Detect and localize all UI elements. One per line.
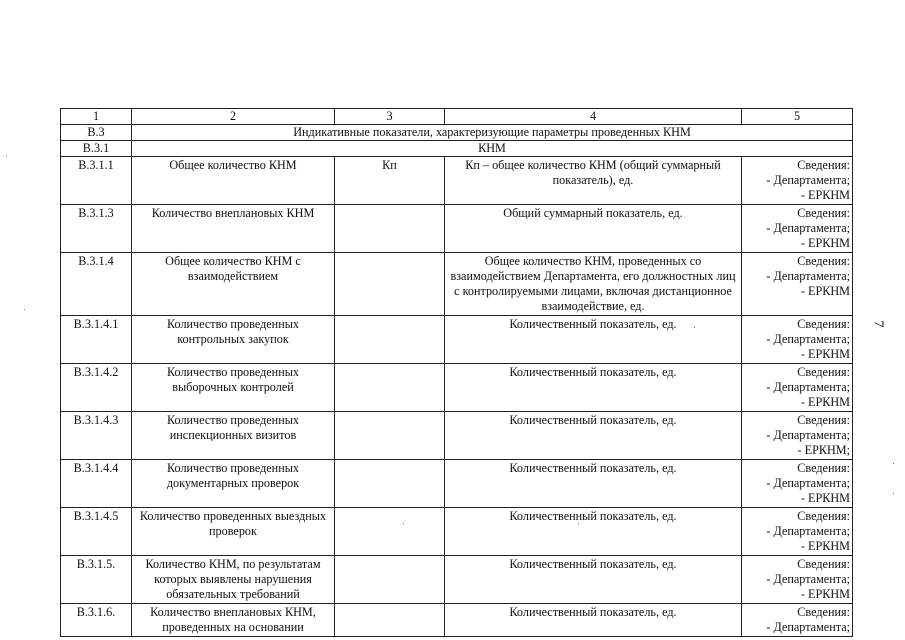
table-row: [61, 253, 853, 316]
indicator-source: Сведения: - Департамента; - ЕРКНМ: [742, 364, 853, 412]
indicator-symbol: [335, 316, 445, 364]
indicator-source: Сведения: - Департамента; - ЕРКНМ: [742, 508, 853, 556]
indicator-source: Сведения: - Департамента; - ЕРКНМ: [742, 460, 853, 508]
column-number-cell: 5: [742, 109, 853, 125]
indicator-code: В.3.1.4.2: [61, 364, 132, 412]
subsection-code: В.3.1: [61, 141, 132, 157]
indicator-description: Общий суммарный показатель, ед.: [445, 205, 742, 253]
indicator-code: В.3.1.3: [61, 205, 132, 253]
indicator-name: Количество проведенных инспекционных визитов: [132, 412, 335, 460]
indicator-description: Кп – общее количество КНМ (общий суммарный показатель), ед.: [445, 157, 742, 205]
scan-speck: [6, 156, 7, 157]
page-number: 7: [870, 320, 886, 328]
scan-speck: [403, 523, 404, 524]
section-row: [61, 125, 853, 141]
column-number-cell: 1: [61, 109, 132, 125]
indicator-code: В.3.1.5.: [61, 556, 132, 604]
column-number-cell: 2: [132, 109, 335, 125]
indicator-description: Количественный показатель, ед.: [445, 508, 742, 556]
indicator-symbol: [335, 508, 445, 556]
scan-speck: [893, 493, 894, 494]
indicator-description: Количественный показатель, ед.: [445, 316, 742, 364]
indicator-symbol: [335, 412, 445, 460]
indicator-code: В.3.1.4.5: [61, 508, 132, 556]
indicator-name: Количество проведенных выездных проверок: [132, 508, 335, 556]
indicator-name: Количество проведенных документарных проверок: [132, 460, 335, 508]
table-row: [61, 556, 853, 604]
scan-speck: [24, 309, 25, 310]
indicator-description: Общее количество КНМ, проведенных со взаимодействием Департамента, его должностных лиц с контролируемыми лицами, включая дистанционное взаимодействие, ед.: [445, 253, 742, 316]
column-number-cell: 3: [335, 109, 445, 125]
indicator-name: Количество проведенных контрольных закупок: [132, 316, 335, 364]
table-row: [61, 604, 853, 637]
indicator-source: Сведения: - Департамента; - ЕРКНМ: [742, 205, 853, 253]
indicator-code: В.3.1.6.: [61, 604, 132, 637]
indicator-symbol: [335, 364, 445, 412]
indicator-name: Количество внеплановых КНМ: [132, 205, 335, 253]
indicator-name: Количество КНМ, по результатам которых выявлены нарушения обязательных требований: [132, 556, 335, 604]
indicator-code: В.3.1.4.3: [61, 412, 132, 460]
table-row: [61, 508, 853, 556]
column-number-cell: 4: [445, 109, 742, 125]
indicator-code: В.3.1.4.1: [61, 316, 132, 364]
indicator-name: Общее количество КНМ: [132, 157, 335, 205]
indicator-symbol: [335, 460, 445, 508]
table-row: [61, 316, 853, 364]
table-row: [61, 157, 853, 205]
section-code: В.3: [61, 125, 132, 141]
scan-speck: [578, 523, 579, 524]
indicator-source: Сведения: - Департамента; - ЕРКНМ;: [742, 412, 853, 460]
indicator-description: Количественный показатель, ед.: [445, 460, 742, 508]
indicator-name: Количество внеплановых КНМ, проведенных на основании: [132, 604, 335, 637]
indicator-description: Количественный показатель, ед.: [445, 604, 742, 637]
table-row: [61, 205, 853, 253]
indicator-source: Сведения: - Департамента; - ЕРКНМ: [742, 157, 853, 205]
indicator-description: Количественный показатель, ед.: [445, 412, 742, 460]
table-row: [61, 412, 853, 460]
table-row: [61, 364, 853, 412]
scan-speck: [893, 463, 894, 464]
indicator-source: Сведения: - Департамента; - ЕРКНМ: [742, 316, 853, 364]
indicator-description: Количественный показатель, ед.: [445, 556, 742, 604]
indicator-source: Сведения: - Департамента; - ЕРКНМ: [742, 556, 853, 604]
indicator-source: Сведения: - Департамента;: [742, 604, 853, 637]
indicator-symbol: [335, 253, 445, 316]
scan-speck: [694, 327, 695, 328]
indicator-symbol: [335, 205, 445, 253]
indicators-table: [60, 108, 853, 637]
indicator-symbol: Кп: [335, 157, 445, 205]
indicator-description: Количественный показатель, ед.: [445, 364, 742, 412]
indicator-code: В.3.1.1: [61, 157, 132, 205]
indicator-code: В.3.1.4.4: [61, 460, 132, 508]
indicator-symbol: [335, 556, 445, 604]
column-number-header-row: [61, 109, 853, 125]
subsection-title: КНМ: [132, 141, 853, 157]
indicator-symbol: [335, 604, 445, 637]
indicator-name: Общее количество КНМ с взаимодействием: [132, 253, 335, 316]
indicator-name: Количество проведенных выборочных контролей: [132, 364, 335, 412]
subsection-row: [61, 141, 853, 157]
table-row: [61, 460, 853, 508]
indicator-source: Сведения: - Департамента; - ЕРКНМ: [742, 253, 853, 316]
section-title: Индикативные показатели, характеризующие параметры проведенных КНМ: [132, 125, 853, 141]
indicator-code: В.3.1.4: [61, 253, 132, 316]
